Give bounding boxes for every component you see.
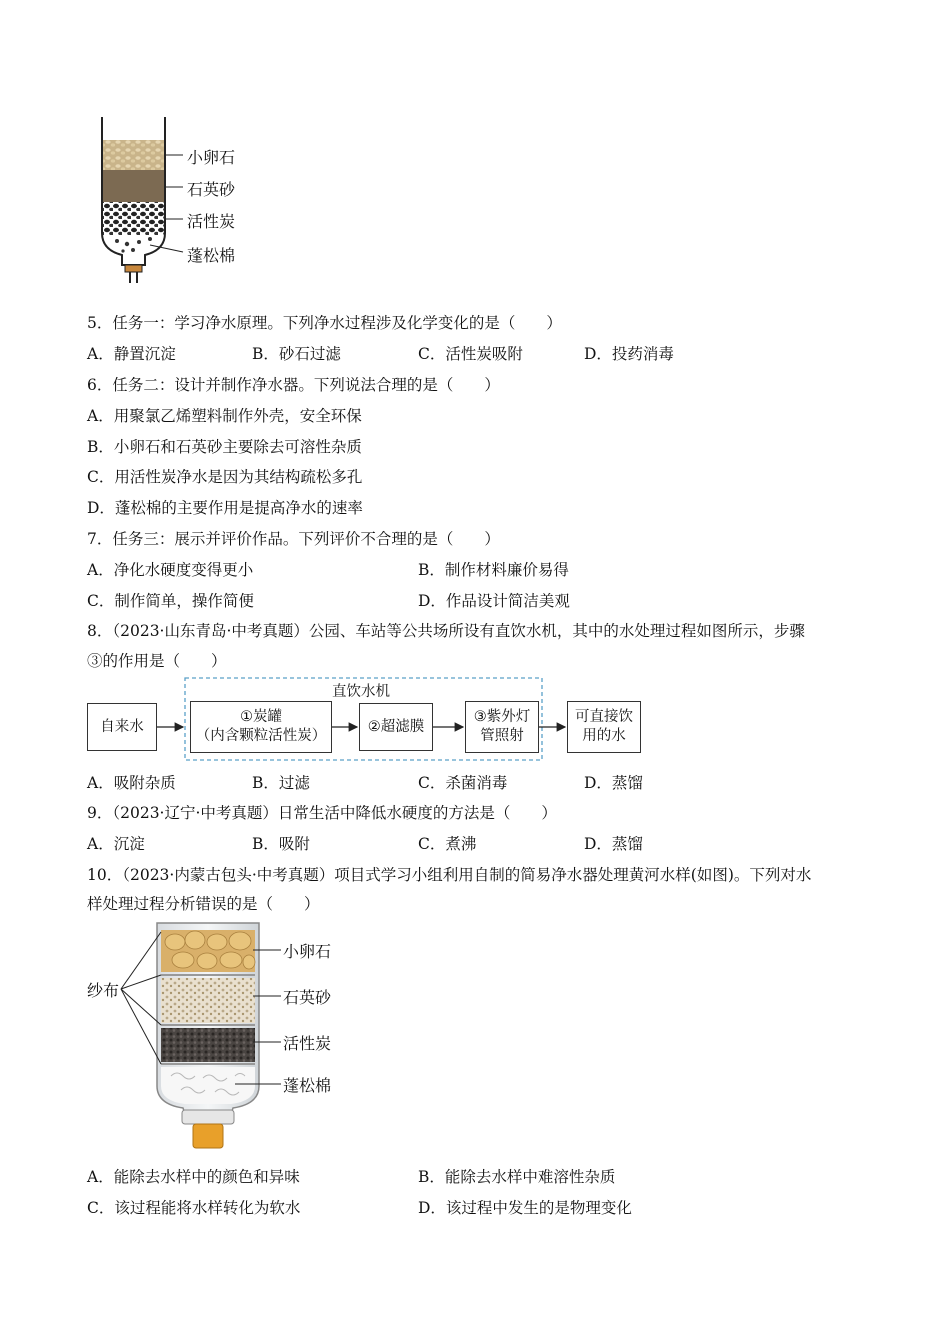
flow-source-label: 自来水 <box>100 718 144 735</box>
q5-stem: 5．任务一：学习净水原理。下列净水过程涉及化学变化的是（ ） <box>87 314 562 332</box>
q10-option-c: C．该过程能将水样转化为软水 <box>87 1199 301 1217</box>
q5-option-a: A．静置沉淀 <box>87 345 176 363</box>
flow-step1-line2: （内含颗粒活性炭） <box>195 728 327 744</box>
q10-option-d: D．该过程中发生的是物理变化 <box>418 1199 632 1217</box>
q6-option-d: D．蓬松棉的主要作用是提高净水的速率 <box>87 499 363 517</box>
label-activated-carbon: 活性炭 <box>187 212 236 231</box>
q8-stem-line2: ③的作用是（ ） <box>87 652 227 670</box>
q5-option-d: D．投药消毒 <box>584 345 674 363</box>
label-quartz-sand: 石英砂 <box>187 180 236 199</box>
q10-option-b: B．能除去水样中难溶性杂质 <box>418 1168 616 1186</box>
flow-source-box <box>87 703 157 751</box>
q7-option-b: B．制作材料廉价易得 <box>418 561 569 579</box>
q9-option-b: B．吸附 <box>252 835 310 853</box>
q8-option-a: A．吸附杂质 <box>87 774 176 792</box>
label-pebbles-2: 小卵石 <box>283 942 332 961</box>
filter-diagram-2 <box>85 918 355 1153</box>
q10-stem-line1: 10．（2023·内蒙古包头·中考真题）项目式学习小组利用自制的简易净水器处理黄河水样(如图)。下列对水 <box>87 866 812 884</box>
q9-option-a: A．沉淀 <box>87 835 145 853</box>
flow-step2-box <box>359 703 433 751</box>
flow-step1-line1: ①炭罐 <box>240 709 282 725</box>
q8-option-d: D．蒸馏 <box>584 774 643 792</box>
q7-option-a: A．净化水硬度变得更小 <box>87 561 254 579</box>
q6-stem: 6．任务二：设计并制作净水器。下列说法合理的是（ ） <box>87 376 500 394</box>
flow-step2-label: ②超滤膜 <box>367 718 425 735</box>
flow-group-title: 直饮水机 <box>332 684 390 700</box>
q9-stem: 9．（2023·辽宁·中考真题）日常生活中降低水硬度的方法是（ ） <box>87 804 557 822</box>
label-activated-carbon-2: 活性炭 <box>283 1034 332 1053</box>
label-cotton: 蓬松棉 <box>187 246 236 265</box>
q9-option-d: D．蒸馏 <box>584 835 643 853</box>
q8-stem-line1: 8．（2023·山东青岛·中考真题）公园、车站等公共场所设有直饮水机，其中的水处理过程如图所示，步骤 <box>87 622 805 640</box>
flow-result-box <box>567 701 641 753</box>
flow-step3-line2: 管照射 <box>480 728 524 744</box>
flow-result-line2: 用的水 <box>582 728 626 744</box>
q7-option-d: D．作品设计简洁美观 <box>418 592 570 610</box>
label-cotton-2: 蓬松棉 <box>283 1076 332 1095</box>
q6-option-a: A．用聚氯乙烯塑料制作外壳，安全环保 <box>87 407 362 425</box>
q5-option-b: B．砂石过滤 <box>252 345 341 363</box>
q6-option-c: C．用活性炭净水是因为其结构疏松多孔 <box>87 468 363 486</box>
water-dispenser-flowchart <box>87 676 647 764</box>
flow-step3-box <box>465 701 539 753</box>
q6-option-b: B．小卵石和石英砂主要除去可溶性杂质 <box>87 438 362 456</box>
q7-stem: 7．任务三：展示并评价作品。下列评价不合理的是（ ） <box>87 530 500 548</box>
flow-result-line1: 可直接饮 <box>575 709 633 725</box>
filter-diagram-1 <box>95 115 255 285</box>
flow-step3-line1: ③紫外灯 <box>473 709 531 725</box>
q10-option-a: A．能除去水样中的颜色和异味 <box>87 1168 300 1186</box>
q7-option-c: C．制作简单，操作简便 <box>87 592 254 610</box>
q10-stem-line2: 样处理过程分析错误的是（ ） <box>87 895 320 913</box>
q8-option-b: B．过滤 <box>252 774 310 792</box>
label-pebbles: 小卵石 <box>187 148 236 167</box>
q5-option-c: C．活性炭吸附 <box>418 345 523 363</box>
flow-step1-box <box>190 701 332 753</box>
q8-option-c: C．杀菌消毒 <box>418 774 508 792</box>
label-quartz-sand-2: 石英砂 <box>283 988 332 1007</box>
label-gauze: 纱布 <box>87 981 120 1000</box>
q9-option-c: C．煮沸 <box>418 835 477 853</box>
